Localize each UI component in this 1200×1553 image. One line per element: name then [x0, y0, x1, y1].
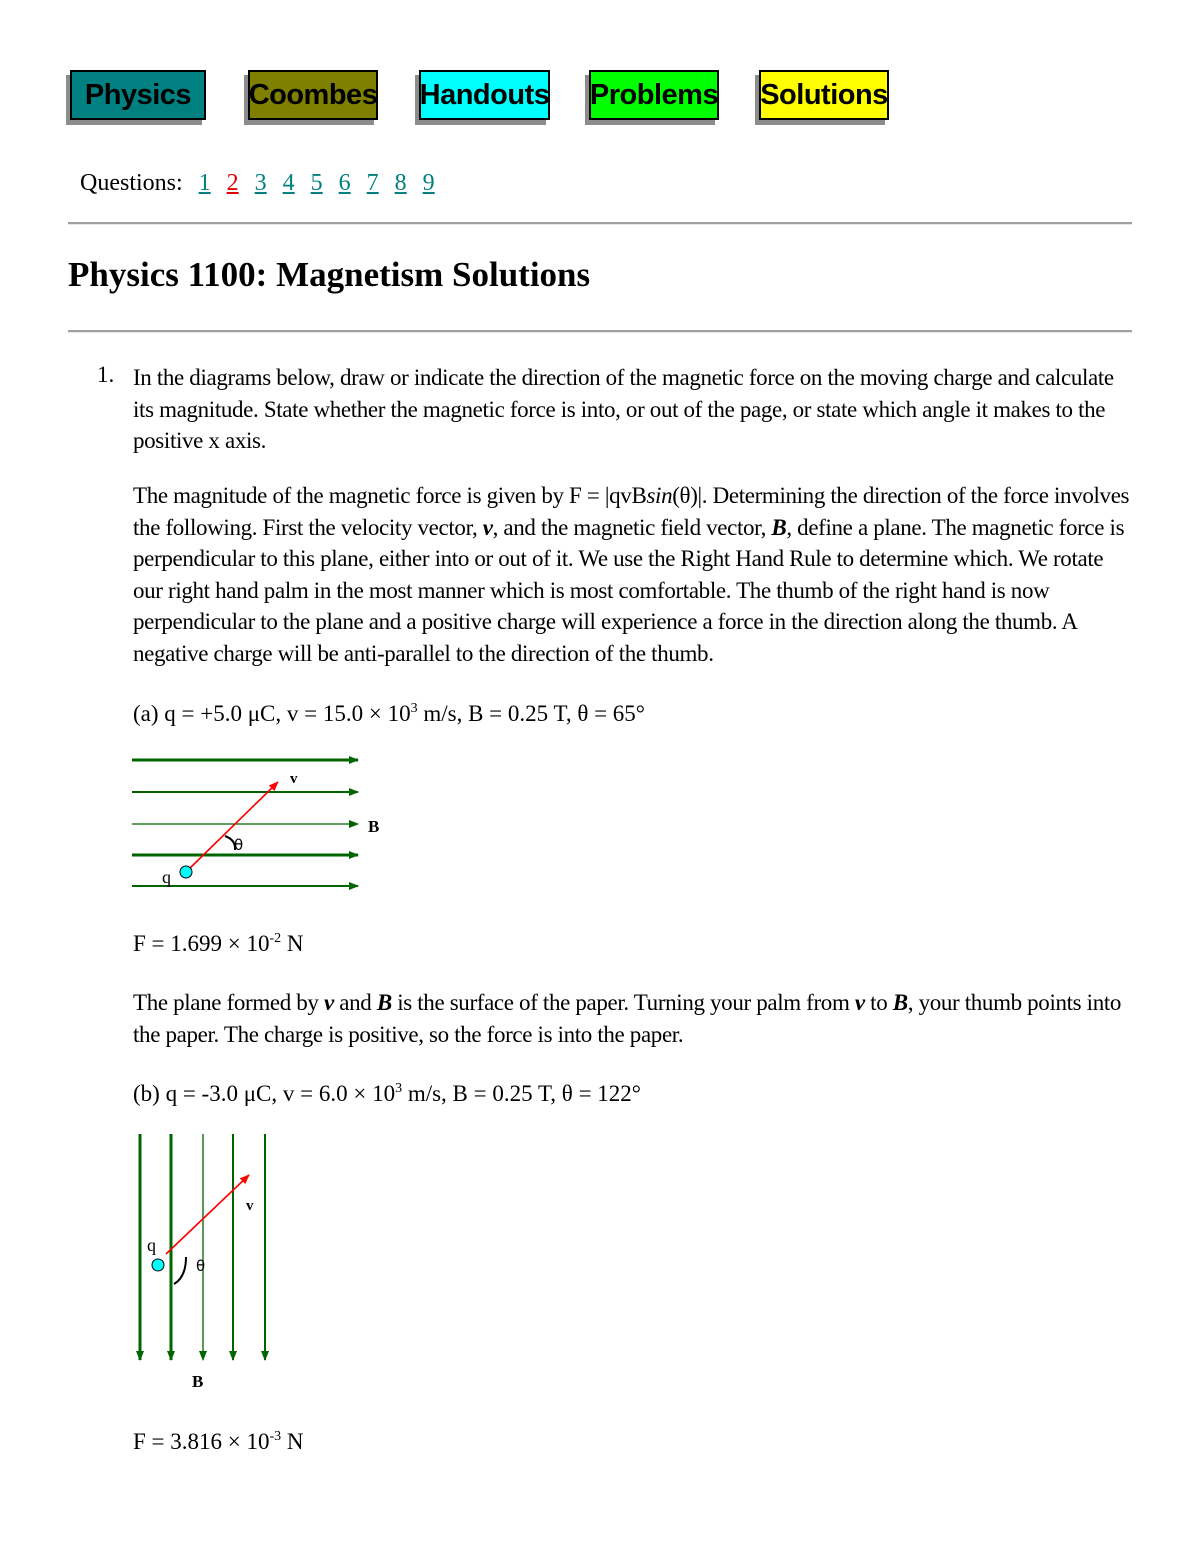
- question-link-2[interactable]: 2: [226, 170, 239, 196]
- diagram-b: [128, 1130, 288, 1395]
- question-links: [80, 170, 435, 197]
- part-b-given: (b) q = -3.0 μC, $v = 6.0 \times 10^3$ m/s, B = 0.25 T, θ = 122°: [133, 1081, 641, 1106]
- question-link-9[interactable]: 9: [422, 170, 435, 196]
- question-link-6[interactable]: 6: [338, 170, 351, 196]
- question-link-3[interactable]: 3: [254, 170, 267, 196]
- charge-b: [152, 1259, 164, 1271]
- part-b-result: $F = 3.816 \times 10^{-3}$ N: [133, 1429, 304, 1454]
- question-number: 1.: [97, 362, 115, 387]
- title-divider: [68, 330, 1132, 333]
- explanation-paragraph: The magnitude of the magnetic force is given by F = |qvBsin(θ)|. Determining the direction of the force involves the following. First the velocity vector, v, and the magnetic field vector, B, define a plane. The magnetic force is perpendicular to this plane, either into or out of it. We use the Right Hand Rule to determine which. We rotate our right hand palm in the most manner which is most comfortable. The thumb of the right hand is now perpendicular to the plane and a positive charge will experience a force in the direction along the thumb. A negative charge will be anti-parallel to the direction of the thumb.: [133, 483, 1130, 666]
- nav-solutions-button[interactable]: Solutions: [759, 70, 889, 120]
- question-link-5[interactable]: 5: [310, 170, 323, 196]
- part-a-result: $F = 1.699 \times 10^{-2}$ N: [133, 931, 304, 956]
- label-v-a: v: [290, 771, 298, 787]
- nav-problems-button[interactable]: Problems: [589, 70, 719, 120]
- top-divider: [68, 222, 1132, 225]
- question-prompt: In the diagrams below, draw or indicate the direction of the magnetic force on the moving charge and calculate its magnitude. State whether the magnetic force is into, or out of the page, or state which angle it makes to the positive x axis.: [133, 365, 1114, 453]
- question-link-1[interactable]: 1: [198, 170, 211, 196]
- part-a-given: (a) q = +5.0 μC, $v = 15.0 \times 10^3$ m/s, B = 0.25 T, θ = 65°: [133, 701, 645, 726]
- diagram-a: [128, 752, 398, 897]
- page-title: Physics 1100: Magnetism Solutions: [68, 255, 591, 294]
- velocity-vector-b: [166, 1175, 249, 1254]
- label-v-b: v: [246, 1198, 254, 1214]
- part-a-explanation: The plane formed by v and B is the surface of the paper. Turning your palm from v to B, your thumb points into the paper. The charge is positive, so the force is into the paper.: [133, 990, 1122, 1047]
- nav-physics-button[interactable]: Physics: [70, 70, 206, 120]
- angle-arc-b: [174, 1257, 186, 1284]
- nav-handouts-button[interactable]: Handouts: [419, 70, 550, 120]
- charge-a: [180, 866, 192, 878]
- label-theta-b: θ: [196, 1257, 206, 1275]
- nav-coombes-button[interactable]: Coombes: [248, 70, 378, 120]
- velocity-vector-a: [188, 782, 278, 870]
- label-q-b: q: [147, 1235, 156, 1255]
- question-link-4[interactable]: 4: [282, 170, 295, 196]
- question-link-8[interactable]: 8: [394, 170, 407, 196]
- label-theta-a: θ: [234, 836, 244, 854]
- label-q-a: q: [162, 867, 171, 887]
- nav-bar: [70, 70, 900, 130]
- questions-label: Questions:: [80, 170, 183, 196]
- question-link-7[interactable]: 7: [366, 170, 379, 196]
- label-b-a: B: [368, 817, 380, 836]
- label-b-b: B: [192, 1372, 204, 1391]
